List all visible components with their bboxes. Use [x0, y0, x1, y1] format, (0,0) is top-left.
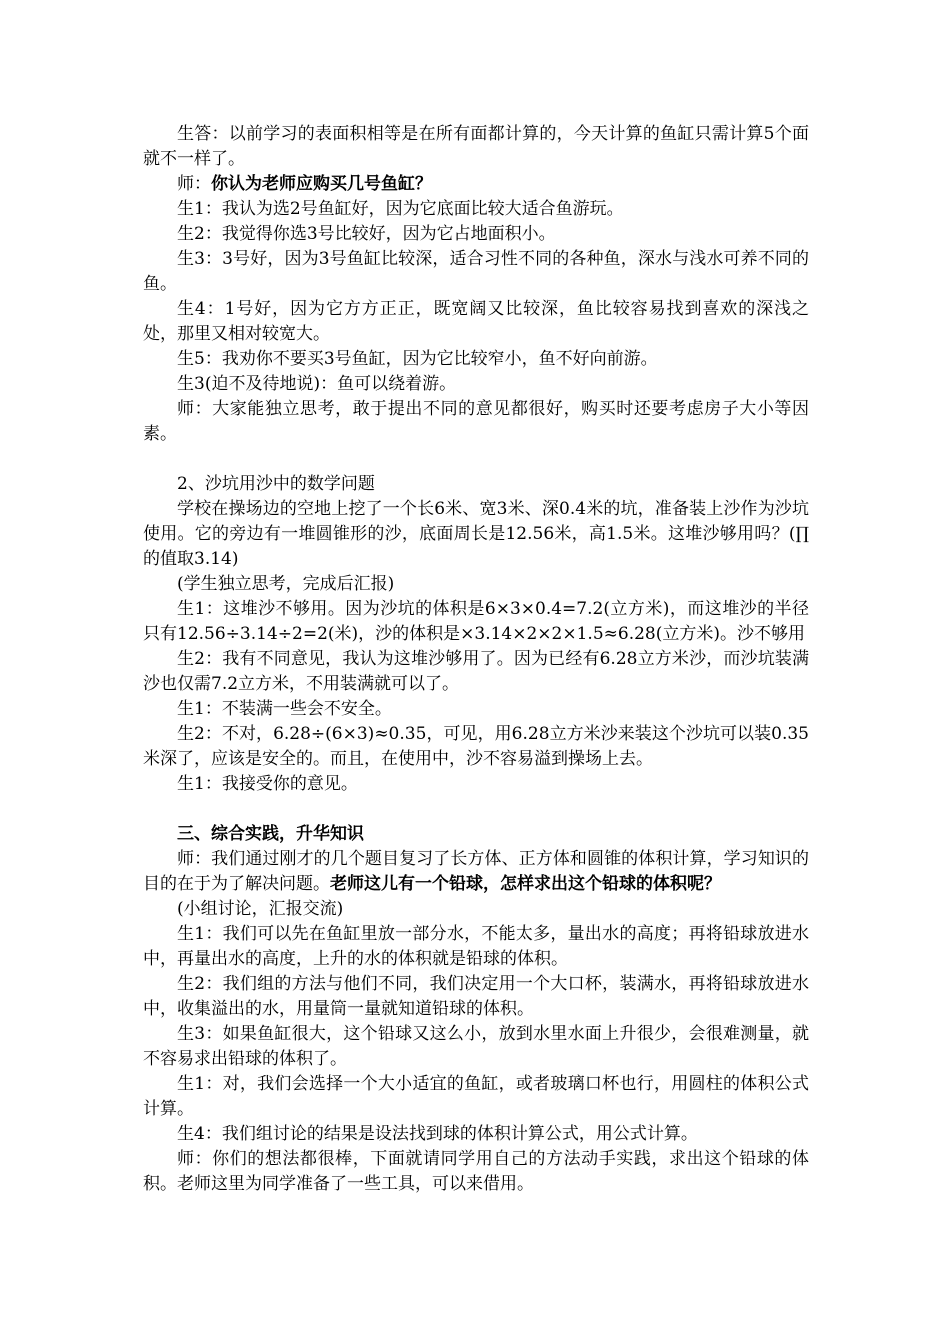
blank-line	[143, 797, 809, 822]
paragraph: 生答：以前学习的表面积相等是在所有面都计算的，今天计算的鱼缸只需计算5个面就不一样了。	[143, 124, 809, 169]
paragraph: 学校在操场边的空地上挖了一个长6米、宽3米、深0.4米的坑，准备装上沙作为沙坑使用。它的旁边有一堆圆锥形的沙，底面周长是12.56米，高1.5米。这堆沙够用吗？(∏的值取3.14)	[143, 499, 809, 569]
paragraph: 生1：这堆沙不够用。因为沙坑的体积是6×3×0.4=7.2(立方米)，而这堆沙的半径只有12.56÷3.14÷2=2(米)，沙的体积是×3.14×2×2×1.5≈6.28(立方米)。沙不够用	[143, 599, 809, 644]
paragraph: 生3(迫不及待地说)：鱼可以绕着游。	[177, 374, 457, 394]
paragraph: 生1：我接受你的意见。	[177, 774, 358, 794]
blank-line	[143, 447, 809, 472]
section-heading: 三、综合实践，升华知识	[177, 824, 364, 844]
paragraph: 生1：我们可以先在鱼缸里放一部分水，不能太多，量出水的高度；再将铅球放进水中，再量出水的高度，上升的水的体积就是铅球的体积。	[143, 924, 809, 969]
paragraph: 生3：如果鱼缸很大，这个铅球又这么小，放到水里水面上升很少，会很难测量，就不容易求出铅球的体积了。	[143, 1024, 809, 1069]
section-heading: 2、沙坑用沙中的数学问题	[177, 474, 375, 494]
paragraph: 生3：3号好，因为3号鱼缸比较深，适合习性不同的各种鱼，深水与浅水可养不同的鱼。	[143, 249, 809, 294]
paragraph: 生1：我认为选2号鱼缸好，因为它底面比较大适合鱼游玩。	[177, 199, 624, 219]
bold-question: 老师这儿有一个铅球，怎样求出这个铅球的体积呢？	[330, 874, 721, 894]
paragraph: (学生独立思考，完成后汇报)	[177, 574, 395, 594]
paragraph: 生2：我有不同意见，我认为这堆沙够用了。因为已经有6.28立方米沙，而沙坑装满沙也仅需7.2立方米，不用装满就可以了。	[143, 649, 809, 694]
paragraph: 生1：不装满一些会不安全。	[177, 699, 392, 719]
paragraph: 师：大家能独立思考，敢于提出不同的意见都很好，购买时还要考虑房子大小等因素。	[143, 399, 809, 444]
paragraph: 师：你们的想法都很棒，下面就请同学用自己的方法动手实践，求出这个铅球的体积。老师这里为同学准备了一些工具，可以来借用。	[143, 1149, 809, 1194]
paragraph: 生2：我觉得你选3号比较好，因为它占地面积小。	[177, 224, 556, 244]
paragraph: 生2：我们组的方法与他们不同，我们决定用一个大口杯，装满水，再将铅球放进水中，收集溢出的水，用量筒一量就知道铅球的体积。	[143, 974, 809, 1019]
document-body	[143, 122, 809, 1197]
paragraph: (小组讨论，汇报交流)	[177, 899, 344, 919]
paragraph: 生4：我们组讨论的结果是设法找到球的体积计算公式，用公式计算。	[177, 1124, 698, 1144]
paragraph: 师：你认为老师应购买几号鱼缸？	[177, 174, 432, 194]
paragraph: 生1：对，我们会选择一个大小适宜的鱼缸，或者玻璃口杯也行，用圆柱的体积公式计算。	[143, 1074, 809, 1119]
paragraph: 生4：1号好，因为它方方正正，既宽阔又比较深，鱼比较容易找到喜欢的深浅之处，那里又相对较宽大。	[143, 299, 809, 344]
paragraph: 师：我们通过刚才的几个题目复习了长方体、正方体和圆锥的体积计算，学习知识的目的在于为了解决问题。老师这儿有一个铅球，怎样求出这个铅球的体积呢？	[143, 849, 809, 894]
paragraph: 生5：我劝你不要买3号鱼缸，因为它比较窄小，鱼不好向前游。	[177, 349, 658, 369]
paragraph: 生2：不对，6.28÷(6×3)≈0.35，可见，用6.28立方米沙来装这个沙坑可以装0.35米深了，应该是安全的。而且，在使用中，沙不容易溢到操场上去。	[143, 724, 809, 769]
bold-question: 你认为老师应购买几号鱼缸？	[211, 174, 432, 194]
